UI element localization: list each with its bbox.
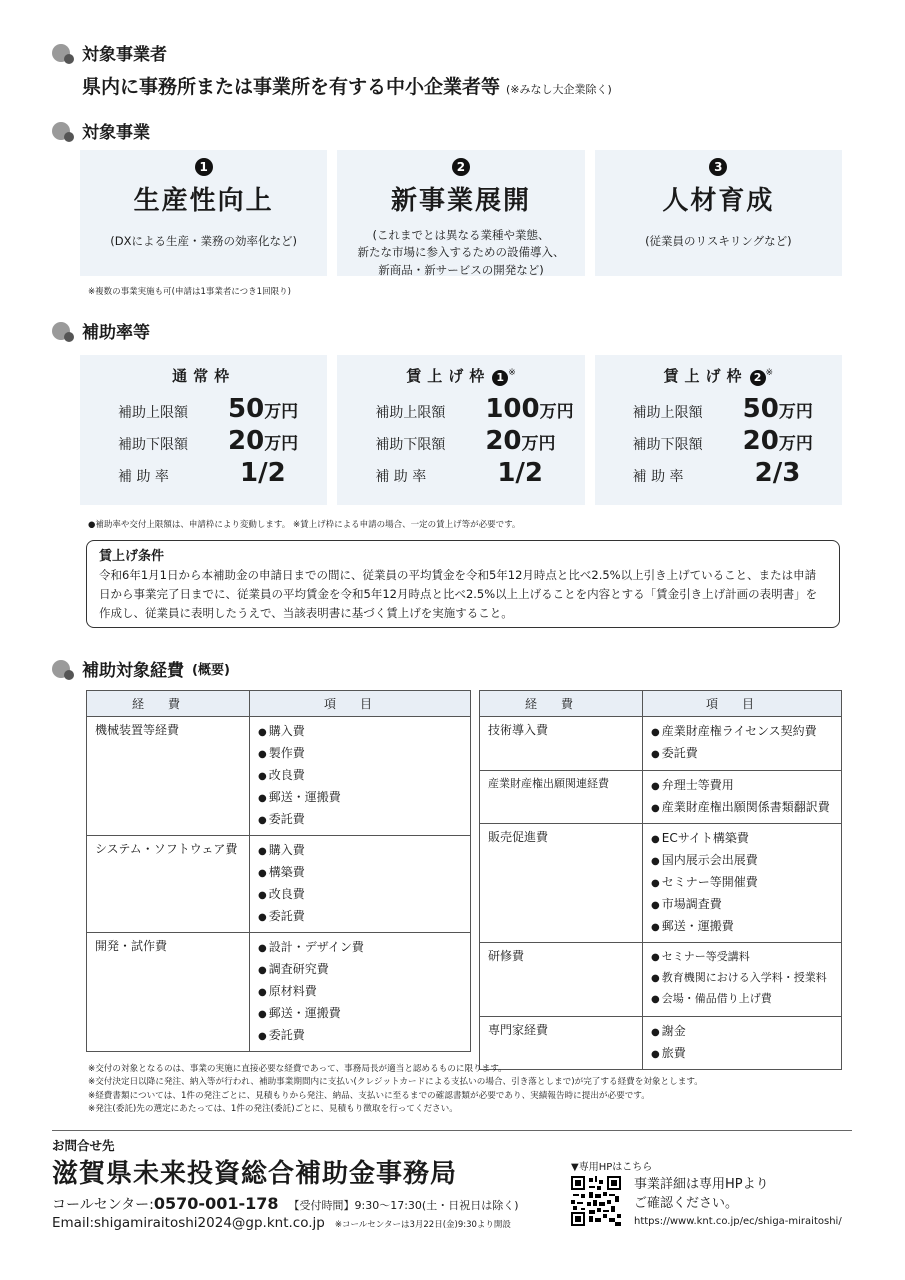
expense-notes <box>88 1063 848 1116</box>
rate-value: 2/3 <box>754 458 801 488</box>
bullet-circle-icon <box>52 120 74 142</box>
rate-value: 1/2 <box>497 458 544 488</box>
expense-name: 産業財産権出願関連経費 <box>480 771 643 824</box>
project-title: 新事業展開 <box>390 186 531 216</box>
target-description <box>82 72 612 99</box>
project-card-new-business <box>337 150 584 276</box>
section-header-expenses <box>52 656 230 681</box>
section-title: 対象事業者 <box>82 45 167 65</box>
contact-label: お問合せ先 <box>52 1138 115 1153</box>
rate-row-lower <box>80 426 327 456</box>
table-row <box>480 717 842 771</box>
section-title: 対象事業 <box>82 123 150 143</box>
list-item: ● 市場調査費 <box>651 894 833 916</box>
rate-label: 補助上限額 <box>632 405 703 421</box>
list-item: ● 委託費 <box>258 809 462 831</box>
list-item: ● 教育機関における入学料・授業料 <box>651 968 833 989</box>
column-header-items: 項目 <box>250 691 471 717</box>
rate-label: 補 助 率 <box>375 469 427 485</box>
list-item: ● 産業財産権ライセンス契約費 <box>651 721 833 743</box>
bullet-circle-icon <box>52 658 74 680</box>
list-item: ● 構築費 <box>258 862 462 884</box>
table-row <box>87 717 471 836</box>
expense-name: 販売促進費 <box>480 824 643 943</box>
table-header-row <box>87 691 471 717</box>
expense-name: 研修費 <box>480 943 643 1017</box>
expense-items <box>250 836 471 933</box>
list-item: ● 謝金 <box>651 1021 833 1043</box>
list-item: ● セミナー等開催費 <box>651 872 833 894</box>
rate-value: 20万円 <box>228 426 299 456</box>
list-item: ● 改良費 <box>258 765 462 787</box>
wage-condition-text: 令和6年1月1日から本補助金の申請日までの間に、従業員の平均賃金を令和5年12月時点と比べ2.5%以上引き上げていること、または申請日から事業完了日までに、従業員の平均賃金を令和5年12月時点と比べ2.5%以上上げることを内容とする「賃金引き上げ計画の表明書」を作成し、従業員に表明したうえで、当該表明書に基づく賃上げを実施すること。 <box>99 568 818 620</box>
target-text: 県内に事務所または事業所を有する中小企業者等 <box>82 76 501 98</box>
rate-note: ●補助率や交付上限額は、申請枠により変動します。 ※賃上げ枠による申請の場合、一定の賃上げ等が必要です。 <box>88 520 521 530</box>
expense-name: システム・ソフトウェア費 <box>87 836 250 933</box>
project-title: 生産性向上 <box>133 186 274 216</box>
table-row <box>480 824 842 943</box>
rate-column-head: 賃上げ枠 1 ※ <box>406 367 516 385</box>
table-row <box>480 943 842 1017</box>
table-row <box>480 1017 842 1070</box>
list-item: ● セミナー等受講料 <box>651 947 833 968</box>
office-name: 滋賀県未来投資総合補助金事務局 <box>52 1159 458 1189</box>
expense-items <box>643 717 842 771</box>
number-badge: 2 <box>750 370 766 386</box>
project-subtitle: (DXによる生産・業務の効率化など) <box>110 234 298 248</box>
list-item: ● 製作費 <box>258 743 462 765</box>
wage-condition-box <box>86 540 840 628</box>
rate-row-upper <box>80 394 327 424</box>
expense-items <box>250 933 471 1052</box>
wage-condition-title: 賃上げ条件 <box>99 549 165 564</box>
list-item: ● 委託費 <box>258 1025 462 1047</box>
number-badge: 3 <box>709 158 727 176</box>
list-item: ● 弁理士等費用 <box>651 775 833 797</box>
column-header-items: 項目 <box>643 691 842 717</box>
table-row <box>87 933 471 1052</box>
list-item: ● 旅費 <box>651 1043 833 1065</box>
rate-label: 補助上限額 <box>118 405 188 421</box>
list-item: ● 購入費 <box>258 840 462 862</box>
rate-label: 補助上限額 <box>375 405 446 421</box>
expense-name: 開発・試作費 <box>87 933 250 1052</box>
rate-value: 20万円 <box>485 426 556 456</box>
expense-name: 機械装置等経費 <box>87 717 250 836</box>
list-item: ● ECサイト構築費 <box>651 828 833 850</box>
note-line: ※発注(委託)先の選定にあたっては、1件の発注(委託)ごとに、見積もり徴取を行ってください。 <box>88 1103 458 1114</box>
bullet-circle-icon <box>52 320 74 342</box>
section-title-suffix: (概要) <box>192 663 230 678</box>
expense-items <box>643 771 842 824</box>
rate-row-lower <box>595 426 842 456</box>
expense-items <box>643 1017 842 1070</box>
table-row <box>87 836 471 933</box>
note-line: ※交付決定日以降に発注、納入等が行われ、補助事業期間内に支払い(クレジットカードによる支払いの場合、引き落としまで)が完了する経費を対象とします。 <box>88 1077 703 1088</box>
target-note: (※みなし大企業除く) <box>506 83 612 96</box>
expense-table-right <box>479 690 842 1070</box>
expense-table-left <box>86 690 471 1052</box>
list-item: ● 委託費 <box>651 743 833 765</box>
project-subtitle: (従業員のリスキリングなど) <box>645 234 792 248</box>
hp-label: ▼専用HPはこちら <box>571 1162 653 1173</box>
rate-row-lower <box>337 426 584 456</box>
expense-items <box>643 824 842 943</box>
expense-items <box>250 717 471 836</box>
rate-label: 補 助 率 <box>632 469 684 485</box>
rate-table <box>80 355 842 505</box>
note-line: ※経費書類については、1件の発注ごとに、見積もりから発注、納品、支払いに至るまでの確認書類が必要であり、実績報告時に提出が必要です。 <box>88 1090 650 1101</box>
list-item: ● 郵送・運搬費 <box>651 916 833 938</box>
rate-row-ratio <box>80 458 327 488</box>
hp-description: 事業詳細は専用HPより ご確認ください。 <box>634 1177 769 1211</box>
number-badge: 1 <box>492 370 508 386</box>
project-title: 人材育成 <box>662 186 775 216</box>
table-row <box>480 771 842 824</box>
call-hours: 【受付時間】9:30～17:30(土・日祝日は除く) <box>288 1199 519 1212</box>
email-address[interactable]: Email:shigamiraitoshi2024@gp.knt.co.jp <box>52 1215 325 1231</box>
rate-row-upper <box>337 394 584 424</box>
list-item: ● 改良費 <box>258 884 462 906</box>
rate-row-upper <box>595 394 842 424</box>
number-badge: 2 <box>452 158 470 176</box>
list-item: ● 国内展示会出展費 <box>651 850 833 872</box>
rate-column-wage-2 <box>595 355 842 505</box>
note-line: ※交付の対象となるのは、事業の実施に直接必要な経費であって、事務局長が適当と認めるものに限ります。 <box>88 1064 507 1074</box>
list-item: ● 会場・備品借り上げ費 <box>651 989 833 1010</box>
call-number[interactable]: 0570-001-178 <box>153 1194 279 1213</box>
section-title: 補助率等 <box>82 323 150 343</box>
list-item: ● 原材料費 <box>258 981 462 1003</box>
list-item: ● 設計・デザイン費 <box>258 937 462 959</box>
section-header-rates <box>52 318 150 343</box>
project-card-productivity <box>80 150 327 276</box>
list-item: ● 郵送・運搬費 <box>258 1003 462 1025</box>
section-header-target <box>52 40 167 65</box>
expense-name: 技術導入費 <box>480 717 643 771</box>
bullet-circle-icon <box>52 42 74 64</box>
rate-row-ratio <box>595 458 842 488</box>
expense-name: 専門家経費 <box>480 1017 643 1070</box>
list-item: ● 委託費 <box>258 906 462 928</box>
rate-value: 100万円 <box>485 394 574 424</box>
rate-value: 50万円 <box>742 394 813 424</box>
expense-items <box>643 943 842 1017</box>
rate-label: 補助下限額 <box>632 437 703 453</box>
project-note: ※複数の事業実施も可(申請は1事業者につき1回限り) <box>88 287 291 297</box>
rate-label: 補 助 率 <box>118 469 169 485</box>
email-line <box>52 1215 511 1231</box>
list-item: ● 調査研究費 <box>258 959 462 981</box>
rate-value: 50万円 <box>228 394 299 424</box>
column-header-expense: 経費 <box>480 691 643 717</box>
project-subtitle: (これまでとは異なる業種や業態、 新たな市場に参入するための設備導入、 新商品・新サービスの開発など) <box>357 228 565 277</box>
call-center <box>52 1194 518 1214</box>
divider <box>52 1130 852 1131</box>
list-item: ● 郵送・運搬費 <box>258 787 462 809</box>
email-note: ※コールセンターは3月22日(金)9:30より開設 <box>334 1220 511 1230</box>
rate-value: 1/2 <box>240 458 286 488</box>
rate-label: 補助下限額 <box>118 437 188 453</box>
table-header-row <box>480 691 842 717</box>
qr-code-icon[interactable] <box>571 1176 621 1226</box>
section-title: 補助対象経費 <box>82 661 184 681</box>
list-item: ● 産業財産権出願関係書類翻訳費 <box>651 797 833 819</box>
column-header-expense: 経費 <box>87 691 250 717</box>
rate-column-head: 通常枠 <box>172 367 236 385</box>
rate-column-wage-1 <box>337 355 584 505</box>
rate-value: 20万円 <box>742 426 813 456</box>
list-item: ● 購入費 <box>258 721 462 743</box>
rate-column-standard <box>80 355 327 505</box>
project-card-hr <box>595 150 842 276</box>
hp-url-link[interactable]: https://www.knt.co.jp/ec/shiga-miraitoshi/ <box>634 1216 842 1227</box>
rate-label: 補助下限額 <box>375 437 446 453</box>
rate-row-ratio <box>337 458 584 488</box>
section-header-projects <box>52 118 150 143</box>
number-badge: 1 <box>195 158 213 176</box>
rate-column-head: 賃上げ枠 2 ※ <box>663 367 774 385</box>
call-label: コールセンター: <box>52 1197 154 1213</box>
project-cards <box>80 150 842 276</box>
